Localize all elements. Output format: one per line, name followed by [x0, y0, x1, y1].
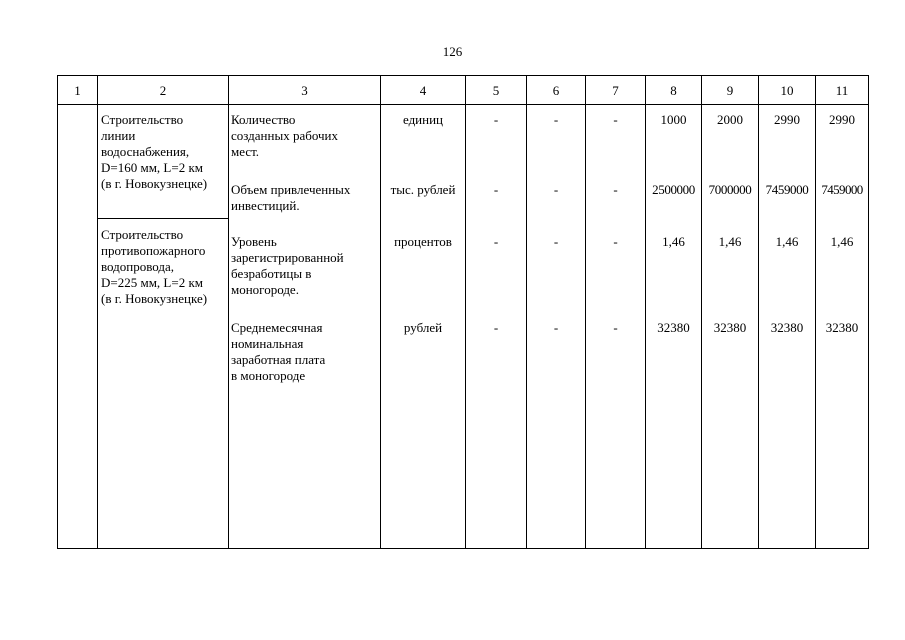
header-col-6: 6: [552, 83, 560, 98]
value-cell: 2000: [717, 112, 743, 127]
value-cell: -: [613, 234, 618, 249]
column-divider: [585, 76, 586, 548]
value-cell: 2990: [774, 112, 800, 127]
indicator-name: Среднемесячная номинальная заработная плата в моногороде: [231, 320, 326, 383]
value-cell: -: [613, 320, 618, 335]
indicator-unit: процентов: [394, 234, 452, 249]
column-divider: [701, 76, 702, 548]
value-cell: 32380: [770, 320, 804, 335]
project-name: Строительство противопожарного водопровода, D=225 мм, L=2 км (в г. Новокузнецке): [101, 227, 208, 306]
indicator-name: Уровень зарегистрированной безработицы в моногороде.: [231, 234, 344, 297]
value-cell: -: [613, 182, 618, 197]
value-cell: 1,46: [830, 234, 854, 249]
column-divider: [758, 76, 759, 548]
header-col-2: 2: [159, 83, 167, 98]
value-cell: -: [493, 112, 499, 127]
value-cell: 32380: [657, 320, 690, 335]
value-cell: 7000000: [708, 182, 752, 197]
column-divider: [97, 76, 98, 548]
value-cell: -: [553, 112, 559, 127]
value-cell: 1,46: [662, 234, 685, 249]
value-cell: 32380: [713, 320, 747, 335]
value-cell: -: [613, 112, 618, 127]
value-cell: -: [553, 182, 559, 197]
indicator-name: Объем привлеченных инвестиций.: [231, 182, 351, 213]
value-cell: 2990: [829, 112, 855, 127]
indicator-unit: тыс. рублей: [390, 182, 456, 197]
header-col-11: 11: [835, 83, 849, 98]
value-cell: -: [553, 320, 559, 335]
header-col-1: 1: [74, 83, 81, 98]
header-col-4: 4: [419, 83, 427, 98]
value-cell: 1000: [660, 112, 687, 127]
indicator-unit: единиц: [402, 112, 444, 127]
header-col-10: 10: [780, 83, 794, 98]
header-col-9: 9: [726, 83, 734, 98]
project-name: Строительство линии водоснабжения, D=160 мм, L=2 км (в г. Новокузнецке): [101, 112, 208, 191]
column-divider: [526, 76, 527, 548]
value-cell: -: [553, 234, 559, 249]
header-col-5: 5: [492, 83, 500, 98]
value-cell: 32380: [825, 320, 859, 335]
header-col-3: 3: [301, 83, 308, 98]
value-cell: 7459000: [821, 182, 863, 197]
indicator-name: Количество созданных рабочих мест.: [231, 112, 338, 159]
value-cell: -: [493, 234, 499, 249]
value-cell: 1,46: [718, 234, 742, 249]
indicator-unit: рублей: [403, 320, 443, 335]
page-number: 126: [442, 44, 463, 59]
value-cell: -: [493, 320, 499, 335]
column-divider: [465, 76, 466, 548]
project-divider: [97, 218, 228, 219]
column-divider: [645, 76, 646, 548]
data-table: [57, 75, 869, 549]
value-cell: 1,46: [775, 234, 799, 249]
value-cell: -: [493, 182, 499, 197]
value-cell: 7459000: [765, 182, 809, 197]
header-col-8: 8: [670, 83, 677, 98]
value-cell: 2500000: [652, 182, 695, 197]
column-divider: [815, 76, 816, 548]
column-divider: [380, 76, 381, 548]
header-col-7: 7: [612, 83, 619, 98]
